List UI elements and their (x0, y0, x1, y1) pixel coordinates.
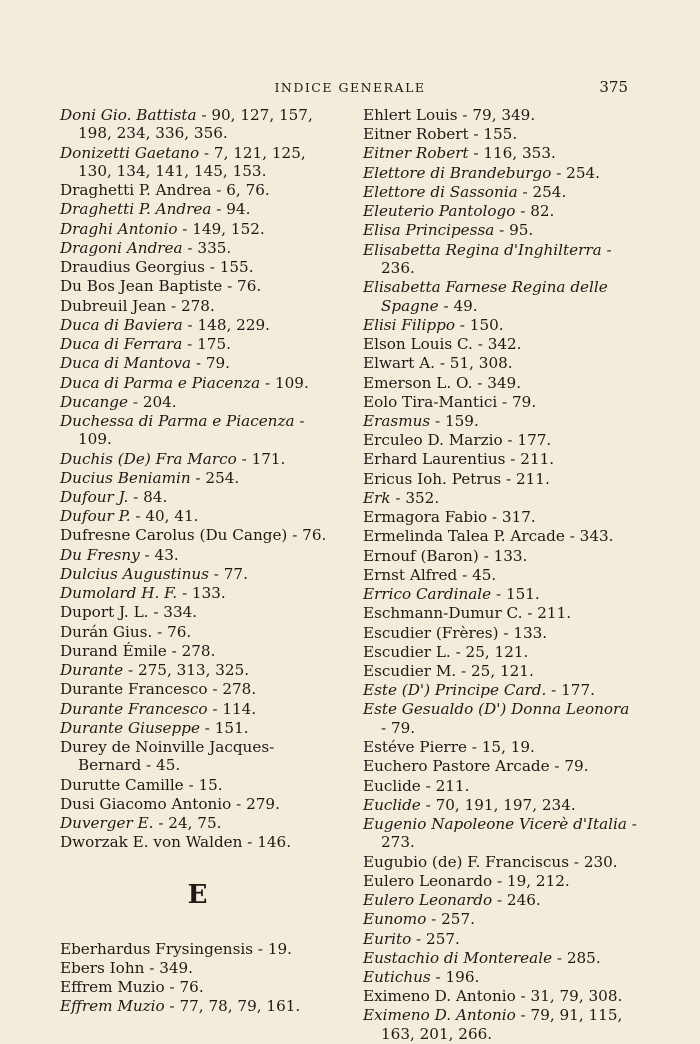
entry-name: Errico Cardinale (363, 585, 492, 604)
entry-name: Duca di Ferrara (60, 335, 183, 354)
index-entry: Durante Francesco - 114. (60, 699, 257, 718)
entry-name: Durutte Camille (60, 775, 184, 794)
entry-name: Escudier L. (363, 642, 451, 661)
entry-name: Elisabetta Regina d'Inghilterra (363, 240, 602, 259)
entry-pages: 211. (515, 469, 550, 488)
entry-name: Elisi Filippo (363, 315, 455, 334)
entry-name: Emerson L. O. (363, 373, 473, 392)
entry-pages: 236. (381, 258, 415, 277)
entry-pages: 246. (506, 891, 541, 910)
entry-pages: 19. (267, 939, 292, 958)
entry-pages: 149, 152. (192, 219, 265, 238)
index-entry: Eitner Robert - 155. (363, 125, 518, 144)
index-entry: Emerson L. O. - 349. (363, 373, 522, 392)
index-entry: Dumolard H. F. - 133. (60, 584, 226, 603)
entry-name: Eximeno D. Antonio (363, 987, 516, 1006)
right-entries (363, 106, 638, 1043)
entry-name: Du Bos Jean Baptiste (60, 277, 223, 296)
index-entry: Durey de Noinville Jacques-Bernard - 45. (60, 738, 275, 775)
entry-pages: 150. (469, 315, 504, 334)
entry-name: Ernouf (Baron) (363, 546, 479, 565)
index-entry: Erculeo D. Marzio - 177. (363, 431, 552, 450)
entry-pages: 43. (154, 545, 179, 564)
entry-name: Ehlert Louis (363, 106, 458, 124)
entry-name: Effrem Muzio (60, 978, 165, 997)
entry-name: Este Gesualdo (D') Donna Leonora (363, 700, 630, 719)
entry-name: Ebers Iohn (60, 958, 145, 977)
entry-name: Eurito (363, 929, 412, 948)
entry-pages: 45. (156, 756, 181, 775)
entry-name: Eitner Robert (363, 125, 469, 144)
index-entry: Donizetti Gaetano - 7, 121, 125, 130, 134, 141, 145, 153. (60, 143, 306, 180)
index-entry: Eugubio (de) F. Franciscus - 230. (363, 852, 618, 871)
index-entry: Durante - 275, 313, 325. (60, 661, 250, 680)
entry-pages: 114. (222, 699, 257, 718)
entry-pages: 133. (493, 546, 528, 565)
entry-name: Duca di Mantova (60, 354, 192, 373)
entry-pages: 352. (405, 488, 440, 507)
index-entry: Duchis (De) Fra Marco - 171. (60, 449, 286, 468)
index-entry: Eustachio di Montereale - 285. (363, 948, 601, 967)
index-entry: Elettore di Sassonia - 254. (363, 182, 567, 201)
entry-name: Dulcius Augustinus (60, 564, 209, 583)
index-entry: Duca di Parma e Piacenza - 109. (60, 373, 309, 392)
index-entry: Dufour P. - 40, 41. (60, 507, 199, 526)
index-entry: Eitner Robert - 116, 353. (363, 144, 556, 163)
entry-name: Escudier (Frères) (363, 623, 499, 642)
entry-name: Durand Émile (60, 641, 167, 660)
entry-name: Draghetti P. Andrea (60, 200, 212, 219)
entry-pages: 90, 127, 157, 198, 234, 336, 356. (78, 106, 313, 143)
index-entry: Escudier M. - 25, 121. (363, 662, 534, 681)
entry-pages: 94. (226, 200, 251, 219)
entry-pages: 334. (163, 603, 198, 622)
entry-name: Durante Francesco (60, 680, 208, 699)
entry-name: Dufresne Carolus (Du Cange) (60, 526, 288, 545)
entry-pages: 278. (180, 296, 215, 315)
entry-pages: 25, 121. (471, 662, 534, 681)
entry-name: Duport J. L. (60, 603, 149, 622)
entry-name: Elisabetta Farnese Regina delle Spagne (363, 278, 608, 315)
entry-name: Estéve Pierre (363, 738, 467, 757)
index-entry: Dufour J. - 84. (60, 488, 168, 507)
entry-pages: 109. (78, 430, 112, 449)
entry-pages: 84. (143, 488, 168, 507)
entry-pages: 95. (509, 221, 534, 240)
entry-pages: 343. (579, 527, 614, 546)
entry-name: Ducange (60, 392, 129, 411)
index-entry: Effrem Muzio - 77, 78, 79, 161. (60, 997, 301, 1016)
entry-pages: 31, 79, 308. (530, 987, 623, 1006)
entry-name: Ernst Alfred (363, 565, 458, 584)
index-entry: Ermelinda Talea P. Arcade - 343. (363, 527, 614, 546)
index-entry: Euclide - 70, 191, 197, 234. (363, 795, 576, 814)
entry-pages: 279. (246, 794, 280, 813)
entry-name: Du Fresny (60, 545, 140, 564)
entry-pages: 116, 353. (483, 144, 556, 163)
index-entry: Ermagora Fabio - 317. (363, 508, 536, 527)
index-entry: Eolo Tira-Mantici - 79. (363, 392, 537, 411)
left-entries-bottom (60, 940, 335, 1016)
index-entry: Draghetti P. Andrea - 6, 76. (60, 181, 270, 200)
entry-name: Doni Gio. Battista (60, 106, 197, 124)
index-entry: Eleuterio Pantologo - 82. (363, 202, 555, 221)
entry-pages: 278. (222, 680, 257, 699)
entry-pages: 133. (191, 584, 226, 603)
entry-name: Euclide (363, 795, 421, 814)
entry-pages: 133. (513, 623, 548, 642)
entry-name: Eunomo (363, 910, 427, 929)
index-entry: Duca di Baviera - 148, 229. (60, 315, 270, 334)
index-entry: Escudier (Frères) - 133. (363, 623, 548, 642)
entry-pages: 76. (302, 526, 327, 545)
entry-name: Ducius Beniamin (60, 468, 191, 487)
entry-pages: 230. (583, 852, 618, 871)
index-entry: Euclide - 211. (363, 776, 470, 795)
index-entry: Elson Louis C. - 342. (363, 335, 522, 354)
right-column (363, 106, 638, 1044)
entry-pages: 45. (472, 565, 497, 584)
entry-pages: 335. (197, 238, 232, 257)
index-entry: Escudier L. - 25, 121. (363, 642, 529, 661)
entry-pages: 19, 212. (506, 871, 570, 890)
entry-pages: 211. (537, 604, 572, 623)
index-entry: Este Gesualdo (D') Donna Leonora - 79. (363, 700, 630, 737)
entry-pages: 76. (179, 978, 204, 997)
entry-pages: 151. (214, 718, 249, 737)
index-entry: Du Bos Jean Baptiste - 76. (60, 277, 262, 296)
entry-name: Eberhardus Frysingensis (60, 939, 254, 958)
entry-pages: 25, 121. (465, 642, 529, 661)
entry-pages: 254. (532, 182, 567, 201)
index-entry: Draghi Antonio - 149, 152. (60, 219, 265, 238)
entry-pages: 254. (205, 468, 240, 487)
entry-name: Elettore di Brandeburgo (363, 163, 552, 182)
entry-pages: 40, 41. (145, 507, 199, 526)
index-entry: Dulcius Augustinus - 77. (60, 564, 248, 583)
index-entry: Elisi Filippo - 150. (363, 315, 504, 334)
entry-name: Eustachio di Montereale (363, 948, 553, 967)
entry-name: Durante Giuseppe (60, 718, 200, 737)
entry-pages: 7, 121, 125, 130, 134, 141, 145, 153. (78, 143, 306, 180)
index-entry: Eberhardus Frysingensis - 19. (60, 939, 292, 958)
index-entry: Eutichus - 196. (363, 967, 480, 986)
index-entry: Eulero Leonardo - 19, 212. (363, 871, 570, 890)
page-number: 375 (599, 78, 628, 96)
index-entry: Doni Gio. Battista - 90, 127, 157, 198, 234, 336, 356. (60, 106, 313, 143)
entry-pages: 257. (426, 929, 460, 948)
index-entry: Eulero Leonardo - 246. (363, 891, 541, 910)
entry-name: Draudius Georgius (60, 258, 205, 277)
entry-pages: 15. (198, 775, 223, 794)
entry-pages: 15, 19. (481, 738, 535, 757)
entry-pages: 278. (181, 641, 216, 660)
index-entry: Este (D') Principe Card. - 177. (363, 681, 595, 700)
entry-name: Eleuterio Pantologo (363, 202, 516, 221)
entry-name: Durante Francesco (60, 699, 208, 718)
entry-name: Erasmus (363, 411, 431, 430)
index-entry: Eschmann-Dumur C. - 211. (363, 604, 572, 623)
entry-name: Ermelinda Talea P. Arcade (363, 527, 565, 546)
index-entry: Eximeno D. Antonio - 31, 79, 308. (363, 987, 623, 1006)
index-entry: Ducange - 204. (60, 392, 177, 411)
index-entry: Dubreuil Jean - 278. (60, 296, 215, 315)
index-entry: Elettore di Brandeburgo - 254. (363, 163, 600, 182)
entry-name: Duverger E. (60, 814, 154, 833)
section-letter-heading: E (187, 879, 208, 910)
index-entry: Eximeno D. Antonio - 79, 91, 115, 163, 201, 266. (363, 1006, 623, 1043)
index-entry: Elisabetta Farnese Regina delle Spagne - 49. (363, 278, 608, 315)
entry-name: Erhard Laurentius (363, 450, 506, 469)
index-entry: Dworzak E. von Walden - 146. (60, 833, 292, 852)
entry-pages: 79. (512, 392, 537, 411)
entry-pages: 285. (566, 948, 601, 967)
entry-name: Durey de Noinville Jacques-Bernard (60, 738, 275, 775)
index-entry: Duchessa di Parma e Piacenza - 109. (60, 411, 305, 449)
index-entry: Duport J. L. - 334. (60, 603, 198, 622)
entry-pages: 79. (390, 718, 416, 737)
entry-name: Draghi Antonio (60, 219, 178, 238)
entry-pages: 159. (444, 411, 479, 430)
entry-pages: 70, 191, 197, 234. (435, 795, 576, 814)
entry-name: Eugubio (de) F. Franciscus (363, 852, 570, 871)
entry-name: Eolo Tira-Mantici (363, 392, 498, 411)
entry-name: Dumolard H. F. (60, 584, 178, 603)
entry-pages: 273. (381, 833, 415, 852)
index-entry: Dufresne Carolus (Du Cange) - 76. (60, 526, 327, 545)
entry-name: Elettore di Sassonia (363, 182, 518, 201)
index-entry: Draghetti P. Andrea - 94. (60, 200, 251, 219)
index-entry: Durante Giuseppe - 151. (60, 718, 249, 737)
entry-name: Dufour P. (60, 507, 131, 526)
entry-name: Durante (60, 661, 124, 680)
index-entry: Elisa Principessa - 95. (363, 221, 534, 240)
entry-name: Duchessa di Parma e Piacenza (60, 411, 295, 430)
index-entry: Erhard Laurentius - 211. (363, 450, 555, 469)
index-entry: Ebers Iohn - 349. (60, 958, 194, 977)
entry-name: Erk (363, 488, 391, 507)
entry-name: Eulero Leonardo (363, 891, 493, 910)
entry-name: Euchero Pastore Arcade (363, 757, 550, 776)
entry-name: Donizetti Gaetano (60, 143, 200, 162)
entry-pages: 6, 76. (226, 181, 270, 200)
index-entry: Durante Francesco - 278. (60, 680, 257, 699)
entry-name: Eximeno D. Antonio (363, 1006, 516, 1025)
index-entry: Errico Cardinale - 151. (363, 585, 540, 604)
index-entry: Elisabetta Regina d'Inghilterra - 236. (363, 240, 612, 277)
index-entry: Du Fresny - 43. (60, 545, 179, 564)
entry-name: Euclide (363, 776, 421, 795)
index-entry: Eurito - 257. (363, 929, 460, 948)
index-entry: Draudius Georgius - 155. (60, 258, 254, 277)
index-entry: Estéve Pierre - 15, 19. (363, 738, 535, 757)
entry-name: Dufour J. (60, 488, 129, 507)
entry-pages: 76. (167, 622, 192, 641)
entry-pages: 204. (142, 392, 177, 411)
entry-name: Ericus Ioh. Petrus (363, 469, 502, 488)
entry-pages: 171. (251, 449, 286, 468)
index-entry: Effrem Muzio - 76. (60, 978, 204, 997)
entry-name: Elisa Principessa (363, 221, 495, 240)
entry-pages: 196. (445, 967, 480, 986)
entry-pages: 77. (223, 564, 248, 583)
entry-pages: 155. (483, 125, 518, 144)
index-entry: Ducius Beniamin - 254. (60, 468, 240, 487)
entry-pages: 77, 78, 79, 161. (179, 997, 301, 1016)
entry-pages: 82. (530, 202, 555, 221)
entry-name: Effrem Muzio (60, 997, 165, 1016)
entry-pages: 349. (487, 373, 522, 392)
entry-pages: 177. (517, 431, 552, 450)
entry-name: Durán Gius. (60, 622, 153, 641)
index-entry: Durán Gius. - 76. (60, 622, 192, 641)
entry-pages: 148, 229. (197, 315, 270, 334)
entry-pages: 342. (487, 335, 522, 354)
index-entry: Euchero Pastore Arcade - 79. (363, 757, 589, 776)
entry-name: Dusi Giacomo Antonio (60, 794, 232, 813)
index-entry: Ernouf (Baron) - 133. (363, 546, 528, 565)
entry-pages: 211. (435, 776, 470, 795)
entry-name: Elson Louis C. (363, 335, 473, 354)
index-entry: Duverger E. - 24, 75. (60, 814, 222, 833)
index-entry: Elwart A. - 51, 308. (363, 354, 513, 373)
entry-pages: 275, 313, 325. (137, 661, 250, 680)
entry-pages: 349. (159, 958, 194, 977)
entry-name: Este (D') Principe Card. (363, 681, 547, 700)
entry-pages: 79, 349. (472, 106, 536, 124)
entry-pages: 175. (197, 335, 231, 354)
entry-pages: 79. (205, 354, 230, 373)
index-entry: Erasmus - 159. (363, 411, 479, 430)
index-entry: Duca di Ferrara - 175. (60, 335, 231, 354)
index-entry: Erk - 352. (363, 488, 440, 507)
index-entry: Eugenio Napoleone Vicerè d'Italia - 273. (363, 815, 637, 852)
entry-pages: 24, 75. (168, 814, 222, 833)
entry-pages: 151. (505, 585, 540, 604)
left-column (60, 106, 335, 1017)
entry-name: Eitner Robert (363, 144, 469, 163)
entry-name: Ermagora Fabio (363, 508, 488, 527)
index-entry: Duca di Mantova - 79. (60, 354, 230, 373)
index-entry: Durand Émile - 278. (60, 641, 216, 660)
entry-pages: 51, 308. (449, 354, 513, 373)
entry-name: Erculeo D. Marzio (363, 431, 503, 450)
index-entry: Ericus Ioh. Petrus - 211. (363, 469, 550, 488)
index-entry: Eunomo - 257. (363, 910, 475, 929)
entry-name: Elwart A. (363, 354, 435, 373)
index-entry: Dusi Giacomo Antonio - 279. (60, 794, 280, 813)
entry-name: Dubreuil Jean (60, 296, 167, 315)
entry-pages: 79, 91, 115, 163, 201, 266. (381, 1006, 623, 1043)
entry-name: Dragoni Andrea (60, 238, 183, 257)
entry-name: Duca di Parma e Piacenza (60, 373, 261, 392)
entry-name: Duca di Baviera (60, 315, 183, 334)
entry-pages: 79. (564, 757, 589, 776)
entry-name: Escudier M. (363, 662, 457, 681)
index-entry: Dragoni Andrea - 335. (60, 238, 232, 257)
entry-name: Eutichus (363, 967, 431, 986)
index-entry: Ernst Alfred - 45. (363, 565, 497, 584)
index-entry: Ehlert Louis - 79, 349. (363, 106, 536, 124)
entry-pages: 257. (441, 910, 475, 929)
entry-name: Duchis (De) Fra Marco (60, 449, 237, 468)
entry-pages: 76. (237, 277, 262, 296)
entry-name: Draghetti P. Andrea (60, 181, 212, 200)
entry-pages: 177. (561, 681, 595, 700)
entry-name: Eschmann-Dumur C. (363, 604, 523, 623)
entry-pages: 254. (566, 163, 600, 182)
entry-pages: 146. (257, 833, 292, 852)
entry-pages: 155. (219, 258, 254, 277)
entry-pages: 109. (274, 373, 309, 392)
entry-pages: 317. (501, 508, 536, 527)
left-entries-top (60, 106, 335, 852)
index-entry: Durutte Camille - 15. (60, 775, 223, 794)
entry-name: Dworzak E. von Walden (60, 833, 243, 852)
entry-pages: 49. (453, 296, 478, 315)
entry-name: Eulero Leonardo (363, 871, 493, 890)
running-header-title: INDICE GENERALE (274, 80, 426, 95)
entry-name: Eugenio Napoleone Vicerè d'Italia (363, 815, 627, 833)
entry-pages: 211. (520, 450, 555, 469)
